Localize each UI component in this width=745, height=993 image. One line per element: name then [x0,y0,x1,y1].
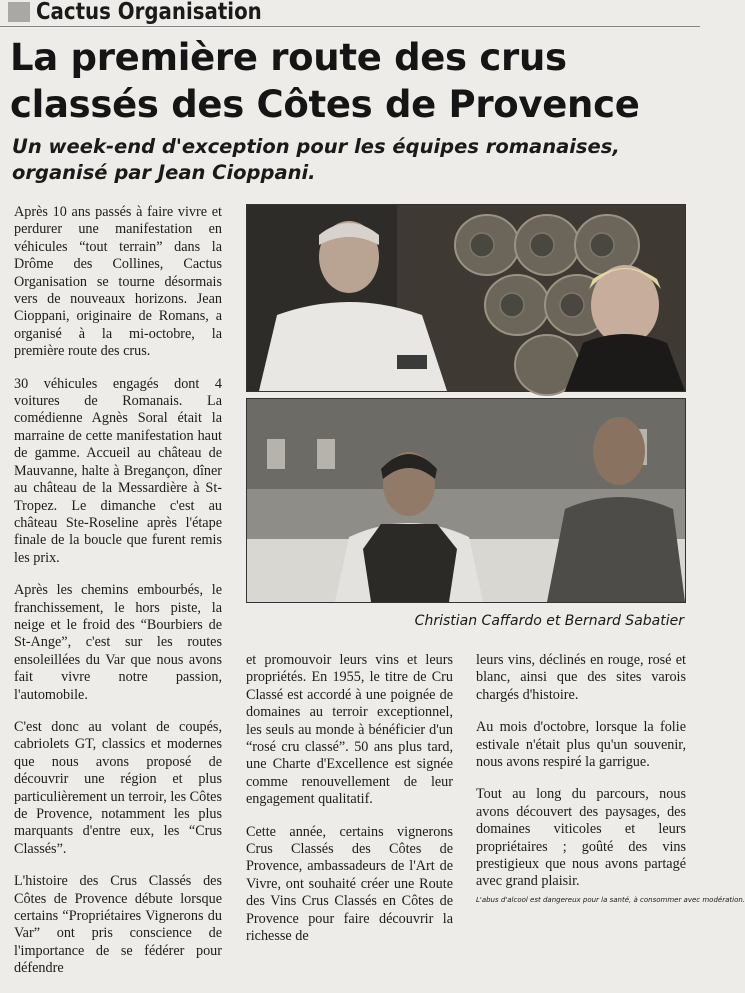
headline-line-1: La première route des crus [10,36,567,79]
paragraph: Cette année, certains vignerons Crus Classés des Côtes de Provence, ambassadeurs de l'Art de Vivre, ont souhaité créer une Route des Vins Crus Classés en Côtes de Provence pour faire découvrir la richesse de [246,823,453,945]
health-warning-footnote: L'abus d'alcool est dangereux pour la santé, à consommer avec modération. [476,896,745,904]
section-rubric [0,0,299,24]
rubric-divider [0,26,700,27]
article-headline [10,34,640,128]
photo-cellar-illustration [247,205,685,391]
subhead-line-2: organisé par Jean Cioppani. [12,161,316,184]
paragraph: leurs vins, déclinés en rouge, rosé et blanc, ainsi que des sites varois chargés d'histoire. [476,652,686,703]
paragraph: Après les chemins embourbés, le franchissement, le hors piste, la neige et le froid des “Bourbiers de St-Ange”, c'est sur les routes ensoleillées du Var que nous avons fait vivre notre passion, l'automobile. [14,582,222,703]
article-subhead [12,134,620,186]
paragraph: L'histoire des Crus Classés des Côtes de Provence débute lorsque certains “Propriétaires Vignerons du Var” ont pris conscience de l'importance de se fédérer pour défendre [14,873,222,977]
headline-line-2: classés des Côtes de Provence [10,83,640,126]
article-column-2 [246,652,453,961]
subhead-line-1: Un week-end d'exception pour les équipes romanaises, [12,135,620,158]
paragraph: Au mois d'octobre, lorsque la folie estivale n'était plus qu'un souvenir, nous avons respiré la garrigue. [476,719,686,771]
paragraph: C'est donc au volant de coupés, cabriolets GT, classics et modernes que nous avons proposé de découvrir une région et plus particulièrement un terroir, les Côtes de Provence, notamment les plus marquants d'entre eux, les “Crus Classés”. [14,718,222,857]
photo-chateau-courtyard [246,398,686,603]
article-column-1 [14,204,222,993]
paragraph: 30 véhicules engagés dont 4 voitures de Romanais. La comédienne Agnès Soral était la marraine de cette manifestation haut de gamme. Accueil au château de Mauvanne, halte à Bregançon, dîner au château de la Messardière à St-Tropez. Le dimanche c'est au château Ste-Roseline après l'étape finale de la boucle que furent remis les prix. [14,375,222,566]
photo-wine-cellar [246,204,686,392]
section-label: Cactus Organisation [36,0,262,25]
paragraph: Tout au long du parcours, nous avons découvert des paysages, des domaines viticoles et leurs propriétaires ; goûté des vins prestigieux que nous avons partagé avec grand plaisir. [476,786,686,890]
rubric-box-icon [8,2,30,22]
photo-courtyard-illustration [247,399,685,602]
paragraph: Après 10 ans passés à faire vivre et perdurer une manifestation en véhicules “tout terrain” dans la Drôme des Collines, Cactus Organisation se tourne désormais vers de nouveaux horizons. Jean Cioppani, originaire de Romans, a organisé à la mi-octobre, la première route des crus. [14,204,222,360]
article-column-3 [476,652,686,906]
photo-caption: Christian Caffardo et Bernard Sabatier [414,613,684,629]
paragraph: et promouvoir leurs vins et leurs propriétés. En 1955, le titre de Cru Classé est accordé à une poignée de domaines au terroir exceptionnel, les seuls au monde à bénéficier d'un “rosé cru classé”. 50 ans plus tard, une Charte d'Excellence est signée comme renouvellement de leur engagement qualitatif. [246,652,453,808]
